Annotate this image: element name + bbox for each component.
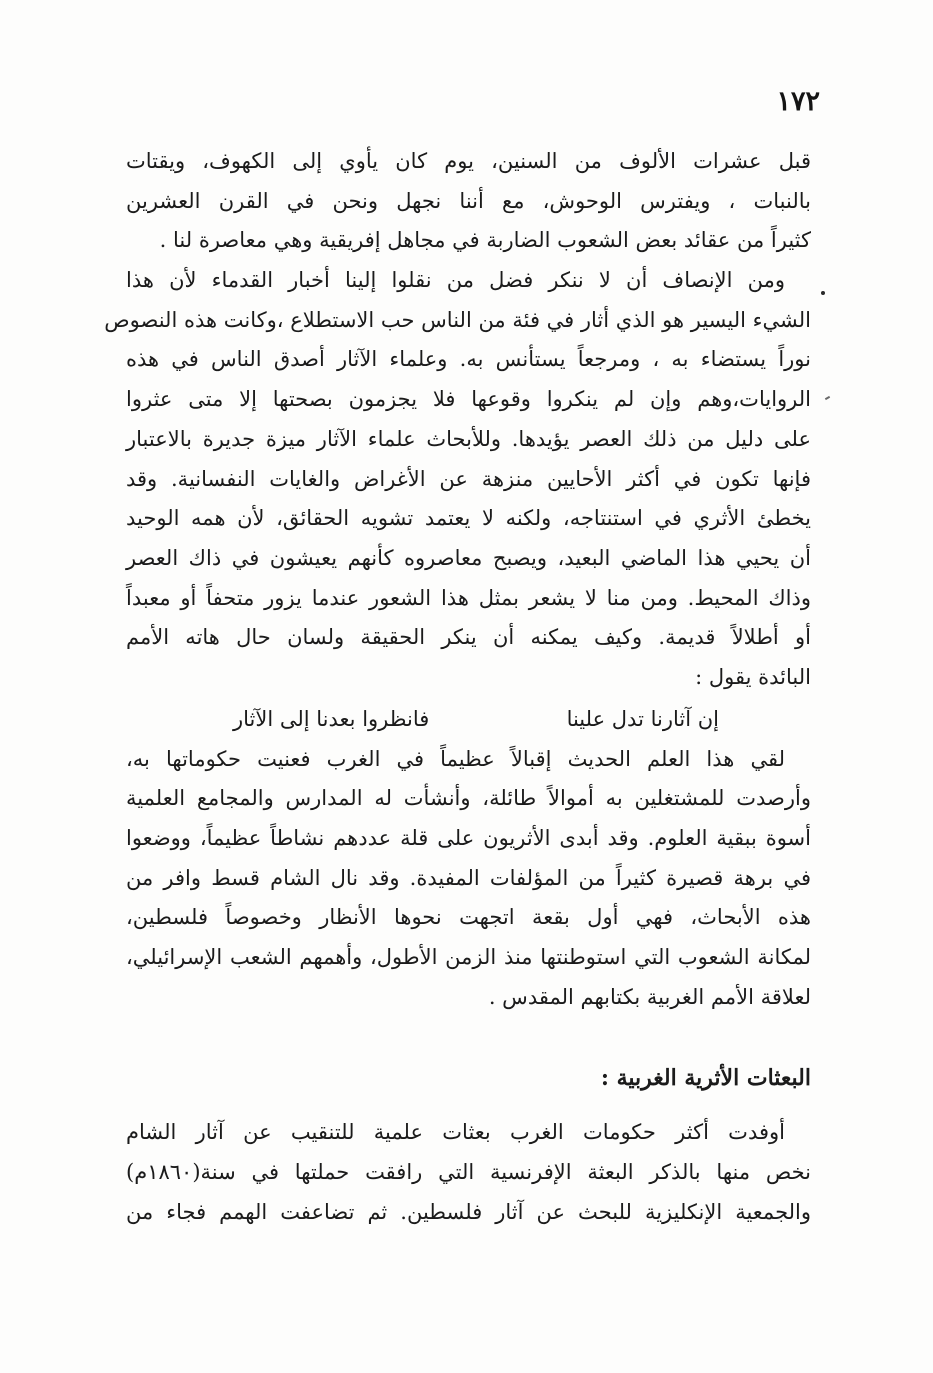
text-line: لقي هذا العلم الحديث إقبالاً عظيماً في الغرب فعنيت حكوماتها به، [126,746,785,771]
text-line: على دليل من ذلك العصر يؤيدها. وللأبحاث علماء الآثار ميزة جديرة بالاعتبار [126,426,811,451]
text-line: وأرصدت للمشتغلين به أموالاً طائلة، وأنشأت له المدارس والمجامع العلمية [126,786,811,811]
text-line: لعلاقة الأمم الغربية بكتابهم المقدس . [488,984,811,1009]
paragraph-4 [126,1113,811,1232]
text-line: أو أطلالاً قديمة. وكيف يمكنه أن ينكر الحقيقة ولسان حال هاته الأمم [126,625,811,650]
paragraph-1 [126,142,811,261]
ink-mark [825,396,830,400]
text-line: ومن الإنصاف أن لا ننكر فضل من نقلوا إلينا أخبار القدماء لأن هذا [126,268,785,293]
text-line: نوراً يستضاء به ، ومرجعاً يستأنس به. وعلماء الآثار أصدق الناس في هذه [126,347,811,372]
text-line: البائدة يقول : [695,664,811,689]
ink-speck [821,291,825,295]
page-number: ١٧٢ [776,86,820,117]
text-line: أن يحيي هذا الماضي البعيد، ويصبح معاصروه كأنهم يعيشون في ذاك العصر [126,545,811,570]
text-line: كثيراً من عقائد بعض الشعوب الضاربة في مجاهل إفريقية وهي معاصرة لنا . [159,228,811,253]
paragraph-3 [126,740,811,1018]
body-text [104,142,811,1233]
text-line: بالنبات ، ويفترس الوحوش، مع أننا نجهل ونحن في القرن العشرين [126,188,811,213]
verse-second-hemistich: فانظروا بعدنا إلى الآثار [233,706,430,731]
text-line: وذاك المحيط. ومن منا لا يشعر بمثل هذا الشعور عندما يزور متحفاً أو معبداً [126,585,811,610]
text-line: هذه الأبحاث، فهي أول بقعة اتجهت نحوها الأنظار وخصوصاً فلسطين، [126,905,811,930]
text-line: الروايات،وهم وإن لم ينكروا وقوعها فلا يجزمون بصحتها إلا متى عثروا [126,387,811,412]
text-line: أسوة ببقية العلوم. وقد أبدى الأثريون على قلة عددهم نشاطاً عظيماً، ووضعوا [126,826,811,850]
text-line: لمكانة الشعوب التي استوطنتها منذ الزمن الأطول، وأهمهم الشعب الإسرائيلي، [126,945,811,970]
text-line: يخطئ الأثري في استنتاجه، ولكنه لا يعتمد تشويه الحقائق، لأن همه الوحيد [126,506,811,531]
text-line: نخص منها بالذكر البعثة الإفرنسية التي رافقت حملتها في سنة(١٨٦٠م) [126,1160,811,1185]
text-line: في برهة قصيرة كثيراً من المؤلفات المفيدة. وقد نال الشام قسط وافر من [126,865,811,890]
section-heading: البعثات الأثرية الغربية : [600,1065,811,1092]
text-line: الشيء اليسير هو الذي أثار في فئة من الناس حب الاستطلاع ،وكانت هذه النصوص [104,307,811,332]
text-line: والجمعية الإنكليزية للبحث عن آثار فلسطين. ثم تضاعفت الهمم فجاء من [126,1199,811,1224]
text-line: قبل عشرات الألوف من السنين، يوم كان يأوي إلى الكهوف، ويقتات [126,149,811,173]
verse-first-hemistich: إن آثارنا تدل علينا [566,706,719,731]
text-line: فإنها تكون في أكثر الأحايين منزهة عن الأغراض والغايات النفسانية. وقد [126,466,811,491]
text-line: أوفدت أكثر حكومات الغرب بعثات علمية للتنقيب عن آثار الشام [126,1120,785,1145]
paragraph-2 [104,261,811,698]
poem-verse [126,698,811,740]
